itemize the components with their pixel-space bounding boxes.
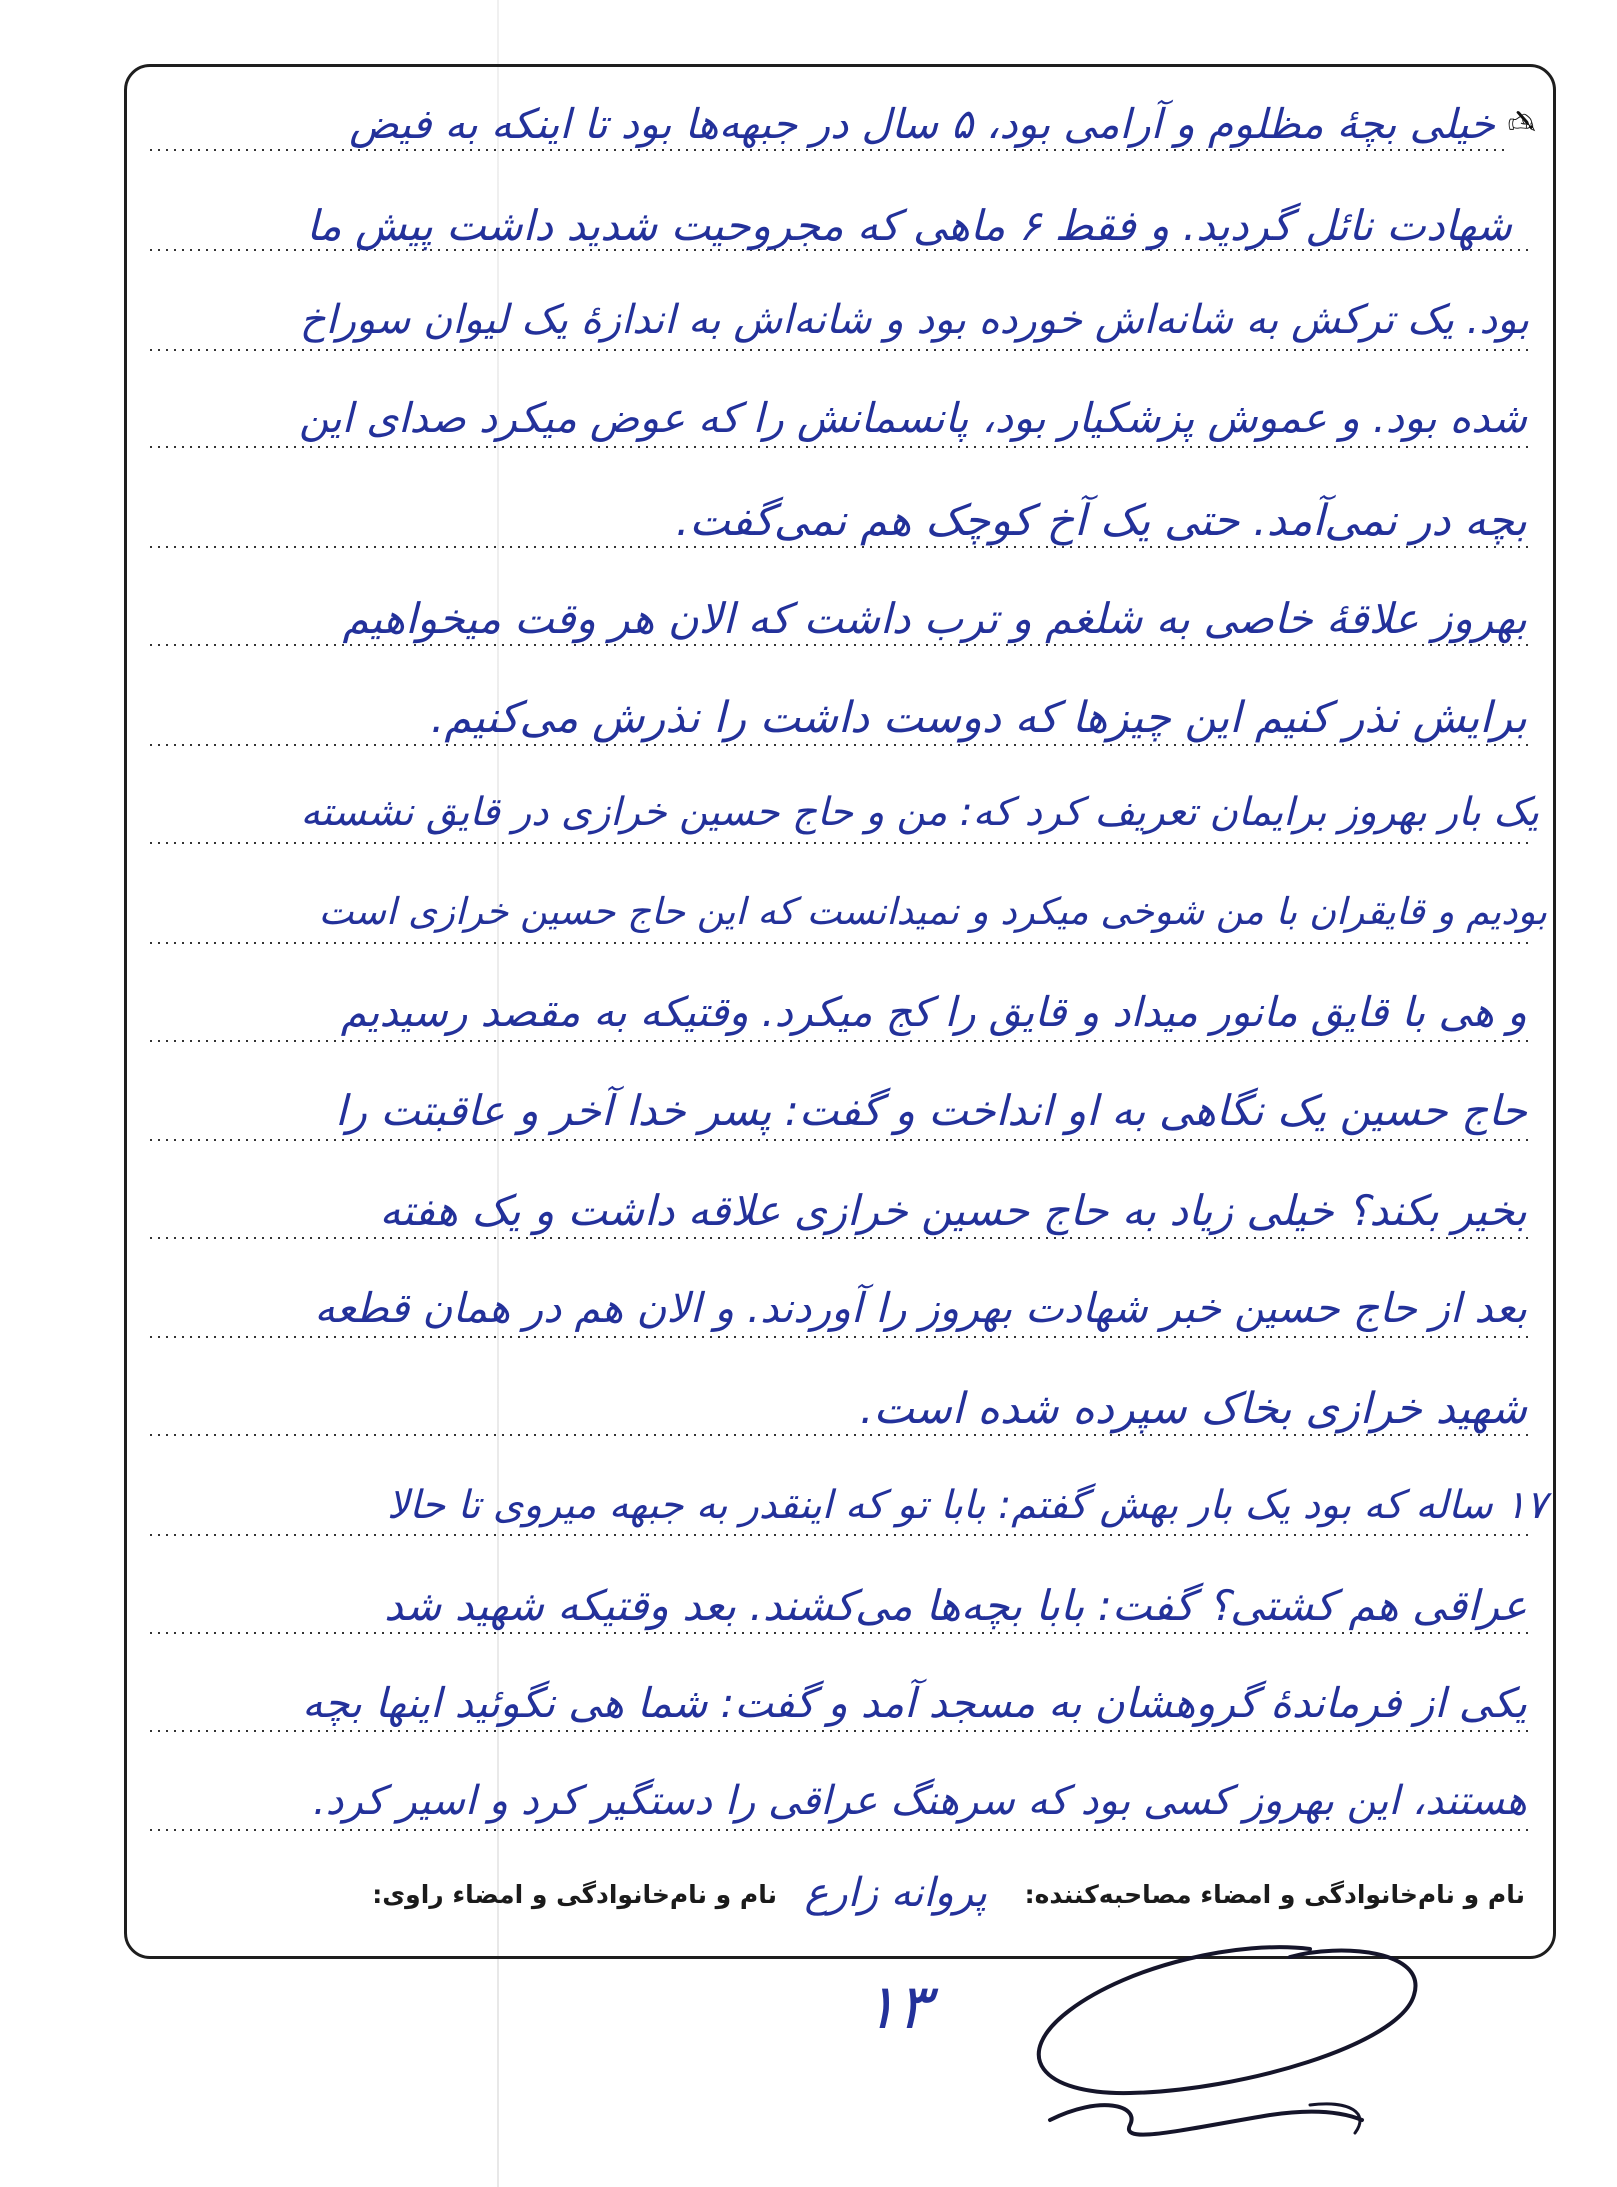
interviewer-label: نام و نام‌خانوادگی و امضاء مصاحبه‌کننده: (1024, 1880, 1525, 1909)
page-number: ۱۳ (863, 1970, 931, 2043)
handwritten-line: شهادت نائل گردید. و فقط ۶ ماهی که مجروحیت شدید داشت پیش ما (306, 201, 1512, 250)
pen-hand-icon: ✍ (1507, 103, 1536, 143)
handwritten-line: یکی از فرماندهٔ گروهشان به مسجد آمد و گفت: شما هی نگوئید اینها بچه (302, 1679, 1527, 1727)
handwritten-line: برایش نذر کنیم این چیزها که دوست داشت را نذرش می‌کنیم. (430, 693, 1527, 743)
handwritten-line: بچه در نمی‌آمد. حتی یک آخ کوچک هم نمی‌گفت. (675, 496, 1527, 546)
handwritten-line: ۱۷ ساله که بود یک بار بهش گفتم: بابا تو که اینقدر به جبهه میروی تا حالا (387, 1483, 1547, 1528)
interviewer-signature: پروانه زارع (804, 1870, 987, 1916)
handwritten-line: حاج حسین یک نگاهی به او انداخت و گفت: پسر خدا آخر و عاقبتت را (335, 1086, 1527, 1135)
handwritten-line: شهید خرازی بخاک سپرده شده است. (859, 1384, 1527, 1434)
handwritten-line: عراقی هم کشتی؟ گفت: بابا بچه‌ها می‌کشند. بعد وقتیکه شهید شد (384, 1581, 1527, 1630)
handwritten-line: خیلی بچهٔ مظلوم و آرامی بود، ۵ سال در جبهه‌ها بود تا اینکه به فیض (349, 100, 1495, 148)
handwritten-line: بخیر بکند؟ خیلی زیاد به حاج حسین خرازی علاقه داشت و یک هفته (379, 1186, 1527, 1235)
handwritten-line: یک بار بهروز برایمان تعریف کرد که: من و حاج حسین خرازی در قایق نشسته (300, 790, 1539, 835)
handwritten-line: هستند، این بهروز کسی بود که سرهنگ عراقی را دستگیر کرد و اسیر کرد. (312, 1778, 1527, 1824)
handwritten-line: بهروز علاقهٔ خاصی به شلغم و ترب داشت که الان هر وقت میخواهیم (342, 594, 1527, 643)
narrator-label: نام و نام‌خانوادگی و امضاء راوی: (372, 1880, 777, 1909)
handwritten-line: شده بود. و عموش پزشکیار بود، پانسمانش را که عوض میکرد صدای این (299, 394, 1527, 442)
narrator-signature (1010, 1935, 1430, 2150)
handwritten-line: و هی با قایق مانور میداد و قایق را کج میکرد. وقتیکه به مقصد رسیدیم (340, 988, 1527, 1036)
handwritten-line: بودیم و قایقران با من شوخی میکرد و نمیدانست که این حاج حسین خرازی است (318, 890, 1547, 933)
handwritten-line: بعد از حاج حسین خبر شهادت بهروز را آوردند. و الان هم در همان قطعه (314, 1284, 1527, 1332)
handwritten-line: بود. یک ترکش به شانه‌اش خورده بود و شانه‌اش به اندازهٔ یک لیوان سوراخ (299, 297, 1529, 343)
